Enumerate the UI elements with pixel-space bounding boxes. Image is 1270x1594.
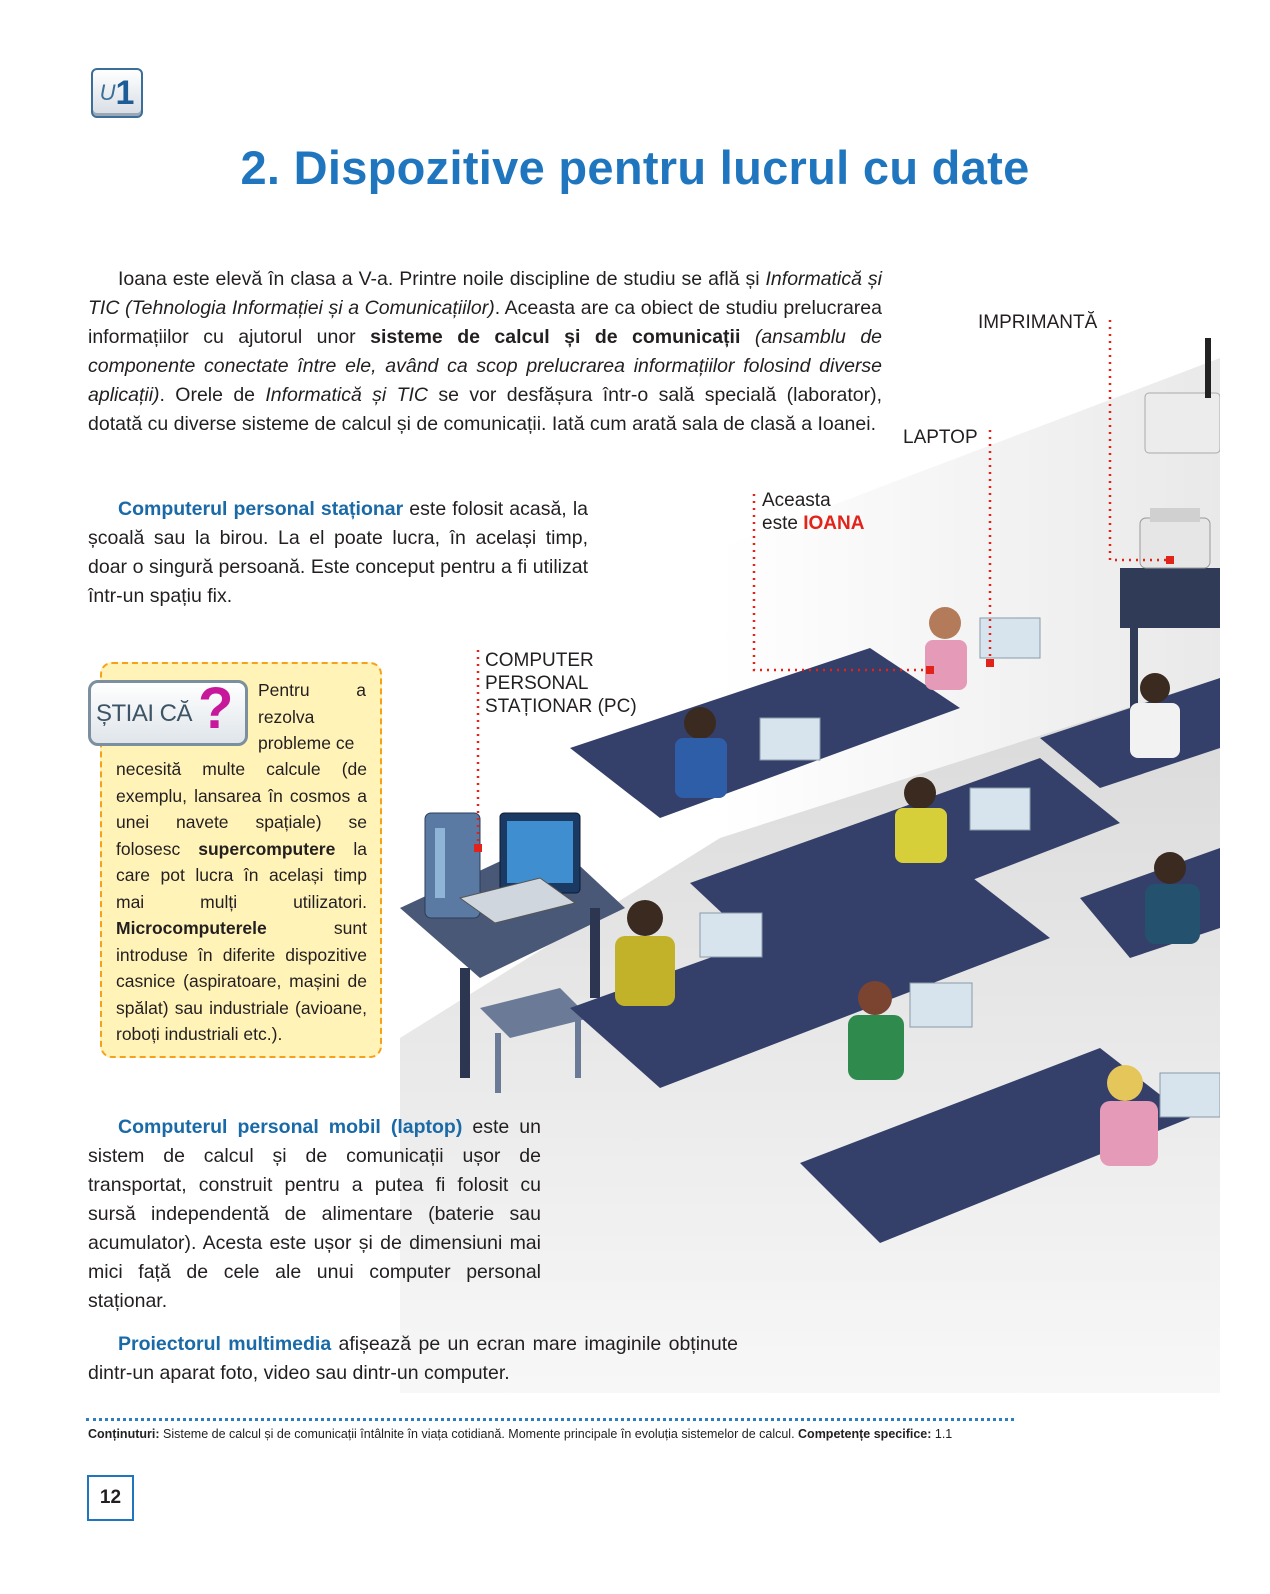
question-mark-icon: ?	[198, 676, 234, 741]
projector-description: afișează pe un ecran mare imaginile obținute dintr-un aparat foto, video sau dintr-un computer.	[88, 1333, 738, 1384]
callout-pc	[485, 649, 637, 718]
callout-laptop: LAPTOP	[903, 427, 978, 448]
did-you-know-text-part: necesită multe calcule (de exemplu, lansarea în cosmos a unei navete spațiale) se folosesc	[116, 759, 367, 859]
callout-ioana	[762, 489, 864, 535]
did-you-know-text-part: la care pot lucra în același timp mai mulți utilizatori.	[116, 838, 368, 912]
intro-definition: (ansamblu de componente conectate între ele, având ca scop prelucrarea informațiilor folosind diverse aplicații)	[88, 326, 883, 406]
did-you-know-label: ȘTIAI CĂ	[96, 700, 193, 727]
footer-competences-text: 1.1	[931, 1427, 953, 1441]
footer-label-competences: Competențe specifice:	[798, 1427, 932, 1441]
intro-text: . Orele de	[159, 384, 266, 406]
page-number: 12	[87, 1475, 134, 1521]
intro-text: . Aceasta are ca obiect de studiu prelucrarea informațiilor cu ajutorul unor	[88, 297, 882, 348]
projector-icon	[1145, 338, 1220, 453]
callout-printer: IMPRIMANTĂ	[978, 312, 1098, 333]
projector-paragraph	[88, 1330, 738, 1388]
did-you-know-term-microcomputers: Microcomputerele	[116, 918, 267, 938]
laptop-term: Computerul personal mobil (laptop)	[118, 1116, 463, 1138]
callout-pc-line1: COMPUTER	[485, 650, 594, 671]
did-you-know-text-top: Pentru a rezolva probleme ce	[258, 680, 366, 753]
projector-term: Proiectorul multimedia	[118, 1333, 332, 1355]
did-you-know-text	[116, 756, 367, 1048]
laptop-description: este un sistem de calcul și de comunicații ușor de transportat, construit pentru a putea fi folosit cu sursă independentă de alimentare (baterie sau acumulator). Acesta este ușor și de dimensiuni mai mici față de cele ale unui computer personal staționar.	[88, 1116, 541, 1312]
callout-ioana-line2	[762, 512, 864, 535]
laptop-paragraph	[88, 1113, 541, 1316]
unit-number: 1	[115, 73, 135, 112]
footer-content-text: Sisteme de calcul și de comunicații întâlnite în viața cotidiană. Momente principale în evoluția sistemelor de calcul.	[159, 1427, 799, 1441]
callout-pc-line3: STAȚIONAR (PC)	[485, 696, 637, 717]
desktop-computer-icon	[425, 813, 580, 923]
pc-description: este folosit acasă, la școală sau la birou. La el poate lucra, în același timp, doar o singură persoană. Este conceput pentru a fi utilizat într-un spațiu fix.	[88, 498, 588, 607]
did-you-know-term-supercomputers: supercomputere	[198, 838, 336, 859]
callout-ioana-line1: Aceasta	[762, 490, 831, 511]
callout-ioana-prefix: este	[762, 513, 804, 534]
page-title: 2. Dispozitive pentru lucrul cu date	[240, 141, 1030, 194]
intro-subject-short: Informatică și TIC	[265, 384, 429, 406]
intro-text: se vor desfășura într-o sală specială (laborator), dotată cu diverse sisteme de calcul și de comunicații. Iată cum arată sala de clasă a Ioanei.	[88, 384, 882, 435]
footer-label-content: Conținuturi:	[88, 1427, 160, 1441]
intro-subject-name: Informatică și TIC (Tehnologia Informației și a Comunicațiilor)	[88, 268, 882, 319]
did-you-know-text-part: sunt introduse în diferite dispozitive casnice (aspiratoare, mașini de spălat) sau industriale (avioane, roboți industriali etc.).	[116, 918, 367, 1044]
unit-badge	[91, 68, 143, 118]
callout-ioana-name: IOANA	[803, 513, 865, 534]
callout-pc-line2: PERSONAL	[485, 673, 589, 694]
intro-text: Ioana este elevă în clasa a V-a. Printre noile discipline de studiu se află și	[118, 268, 766, 290]
footer-divider	[86, 1418, 1014, 1421]
pc-term: Computerul personal staționar	[118, 498, 404, 520]
footer-curriculum-note	[88, 1427, 1088, 1441]
unit-prefix: U	[99, 80, 116, 105]
intro-key-term: sisteme de calcul și de comunicații	[370, 326, 741, 348]
